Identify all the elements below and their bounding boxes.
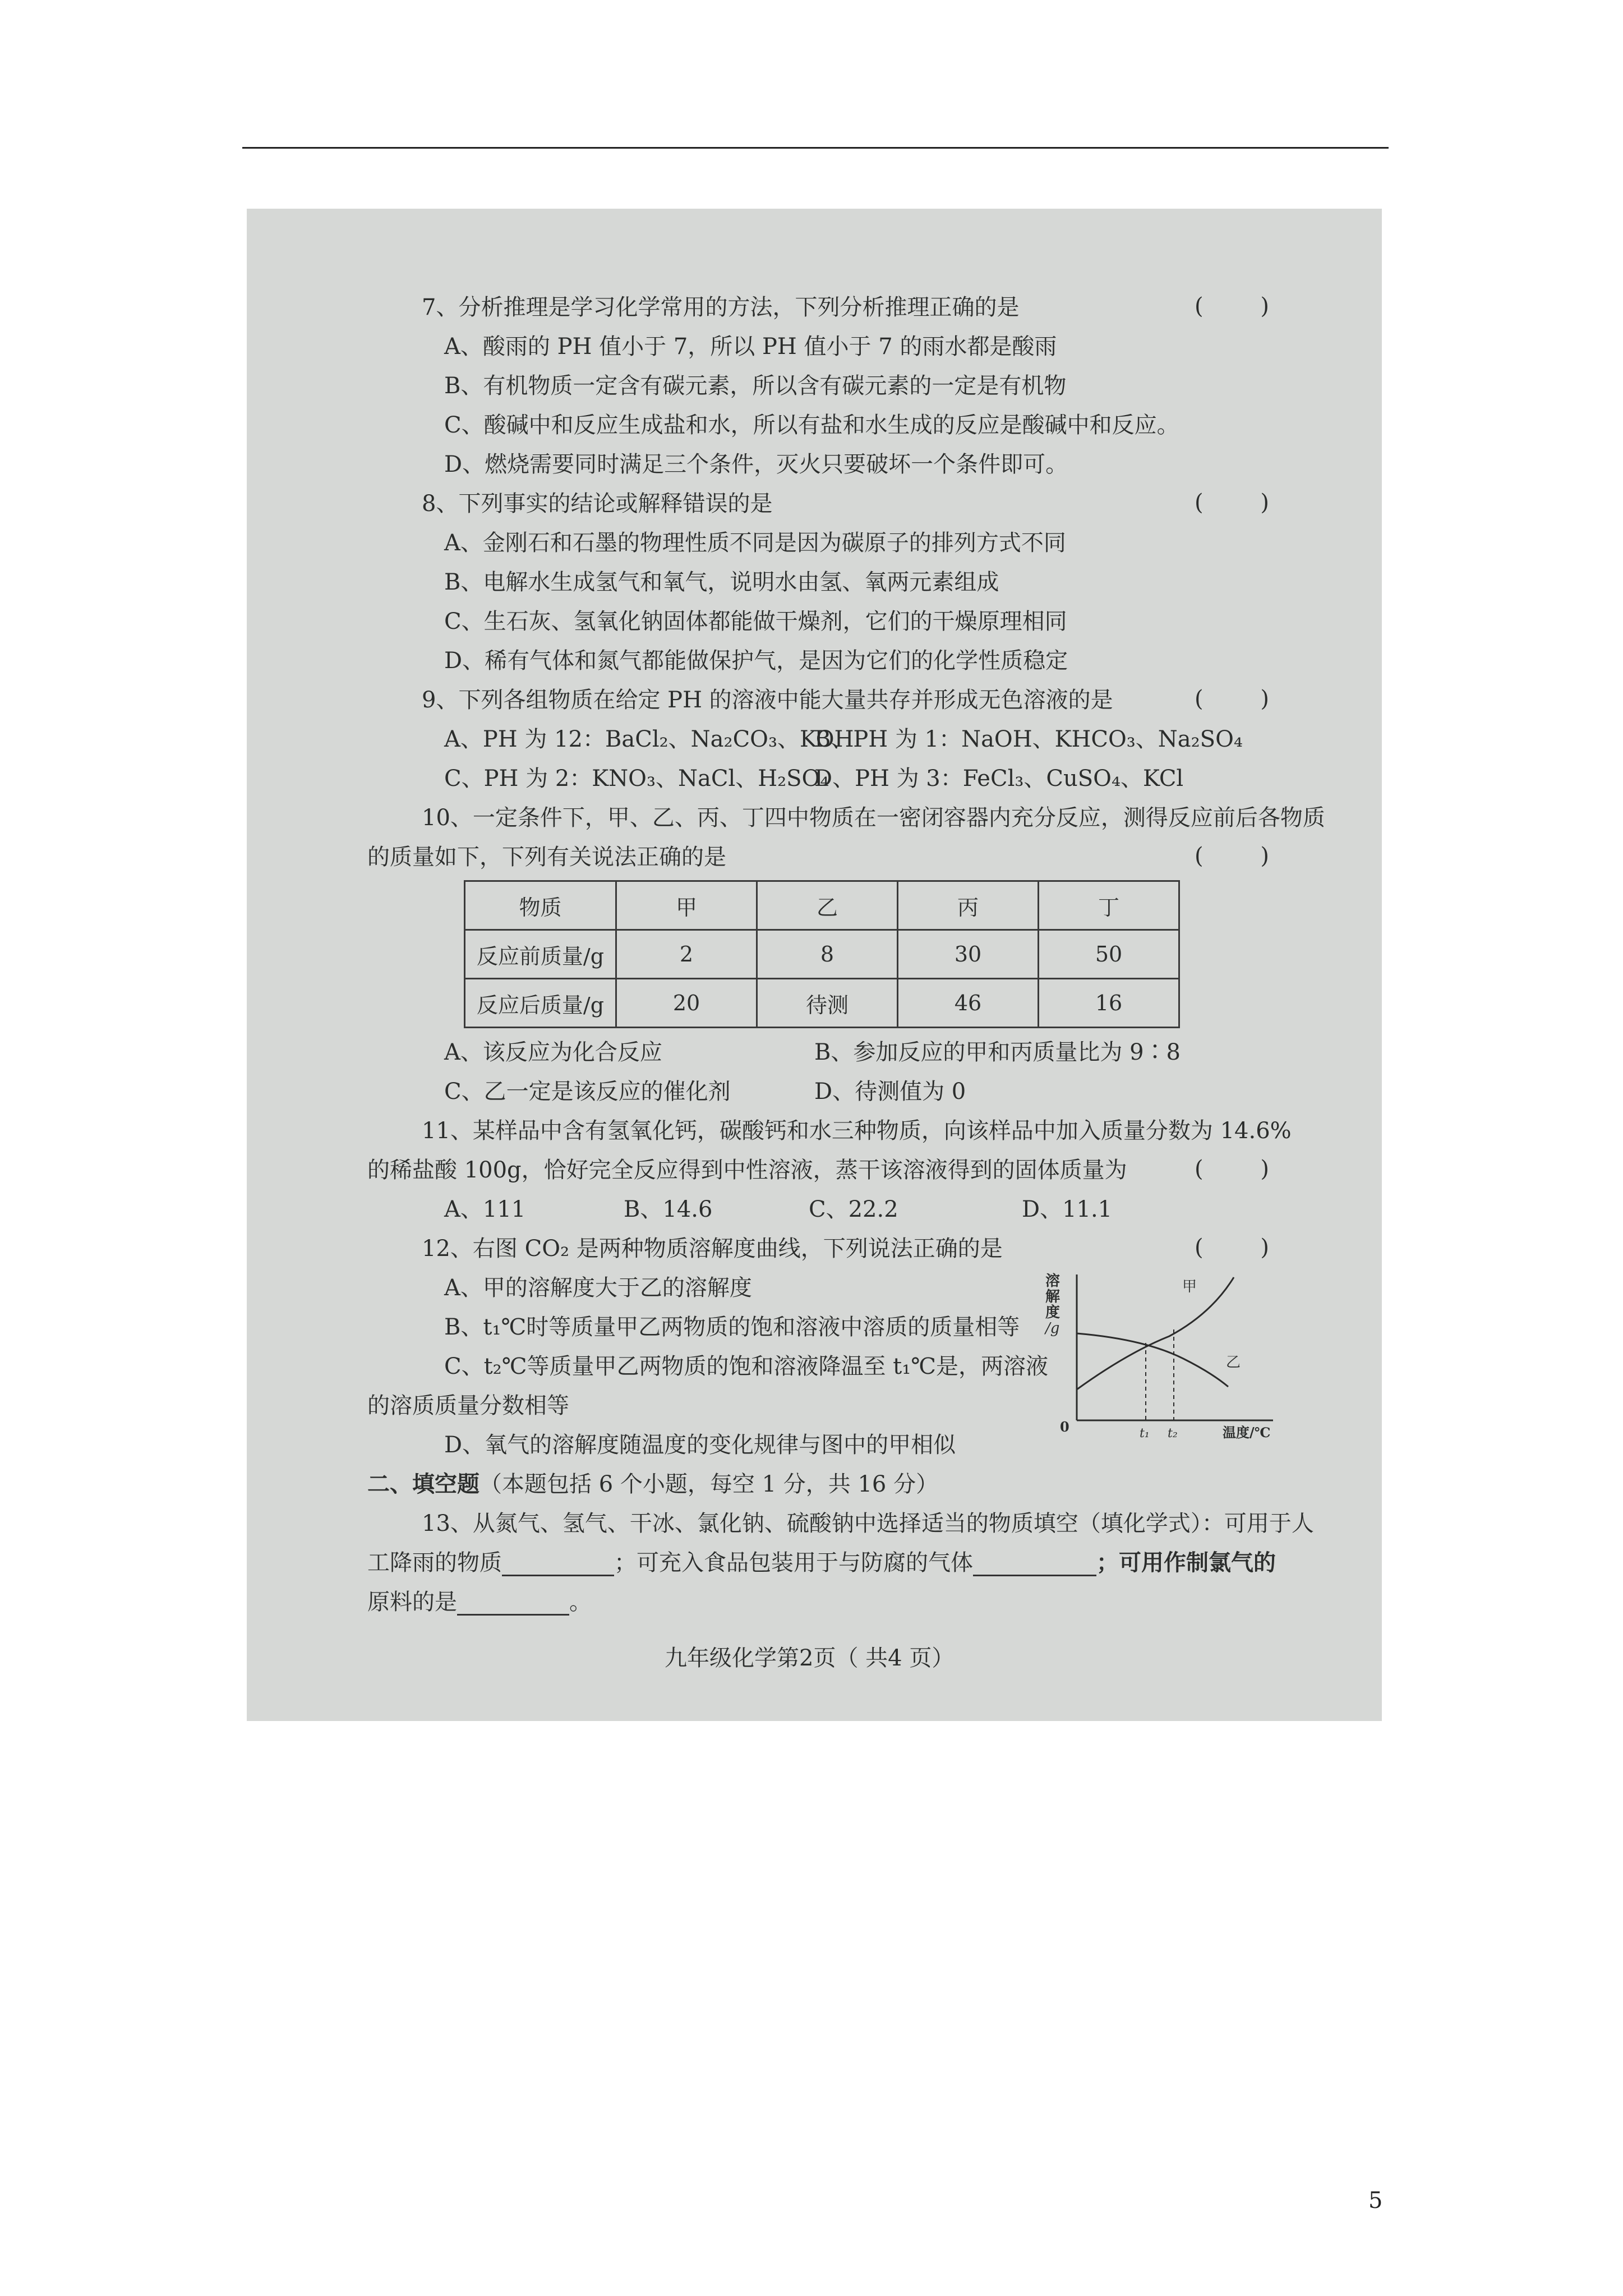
table-cell: 待测 [757,979,898,1028]
table-cell: 物质 [465,881,616,930]
q7-option-d: D、燃烧需要同时满足三个条件，灭火只要破坏一个条件即可。 [444,452,1068,477]
q8-stem: 8、下列事实的结论或解释错误的是 [422,491,773,517]
table-cell: 16 [1039,979,1179,1028]
table-cell: 50 [1039,930,1179,979]
scanned-exam-photo [247,209,1382,1721]
y-label-char: 溶 [1045,1273,1061,1290]
q11-answer-bracket: ( ) [1195,1156,1269,1182]
q12-stem: 12、右图 CO₂ 是两种物质溶解度曲线，下列说法正确的是 [422,1236,1003,1262]
y-label-char: 度 [1045,1304,1061,1321]
q10-stem-line1: 10、一定条件下，甲、乙、丙、丁四中物质在一密闭容器内充分反应，测得反应前后各物质 [422,805,1325,831]
q13-text: 。 [569,1589,592,1615]
q10-answer-bracket: ( ) [1195,843,1269,869]
q13-blank-chlorine[interactable] [457,1593,569,1616]
q13-text: ；可充入食品包装用于与防腐的气体 [614,1550,973,1576]
table-cell: 20 [616,979,757,1028]
header-rule [242,147,1389,149]
q10-stem-line2: 的质量如下，下列有关说法正确的是 [367,844,726,870]
q12-option-a: A、甲的溶解度大于乙的溶解度 [444,1275,752,1301]
curve-yi [1077,1333,1228,1387]
q10-option-b: B、参加反应的甲和丙质量比为 9∶8 [814,1039,1181,1065]
table-row [465,930,1179,979]
q13-text: ；可用作制氯气的 [1096,1549,1276,1576]
q12-option-c-line2: 的溶质质量分数相等 [367,1393,569,1419]
q10-option-c: C、乙一定是该反应的催化剂 [444,1079,731,1105]
x-axis-label: 温度/℃ [1223,1424,1271,1441]
series-label-jia: 甲 [1182,1278,1197,1295]
q7-answer-bracket: ( ) [1195,293,1269,319]
table-cell: 8 [757,930,898,979]
series-label-yi: 乙 [1226,1354,1241,1371]
q13-blank-rain[interactable] [502,1553,614,1576]
q9-answer-bracket: ( ) [1195,686,1269,712]
q9-option-a: A、PH 为 12：BaCl₂、Na₂CO₃、KOH [444,726,854,752]
q13-text: 原料的是 [367,1589,457,1615]
q13-line2 [367,1549,1276,1576]
table-header-row [465,881,1179,930]
section2-title: 二、填空题 [367,1471,479,1497]
mass-table [464,880,1180,1028]
q11-stem-line1: 11、某样品中含有氢氧化钙，碳酸钙和水三种物质，向该样品中加入质量分数为 14.6% [422,1118,1292,1144]
q7-stem: 7、分析推理是学习化学常用的方法，下列分析推理正确的是 [422,295,1020,320]
q9-option-c: C、PH 为 2：KNO₃、NaCl、H₂SO₄ [444,766,829,792]
y-label-char: /g [1045,1320,1060,1337]
q9-option-b: B、PH 为 1：NaOH、KHCO₃、Na₂SO₄ [814,726,1243,752]
q7-option-a: A、酸雨的 PH 值小于 7，所以 PH 值小于 7 的雨水都是酸雨 [444,334,1057,360]
q10-option-a: A、该反应为化合反应 [444,1039,662,1065]
q11-option-a: A、111 [444,1197,526,1222]
q11-option-c: C、22.2 [809,1197,898,1222]
q13-text: 工降雨的物质 [367,1550,502,1576]
table-cell: 丙 [898,881,1039,930]
q8-answer-bracket: ( ) [1195,490,1269,516]
page-footer: 九年级化学第2页（ 共4 页） [665,1645,955,1671]
q9-stem: 9、下列各组物质在给定 PH 的溶液中能大量共存并形成无色溶液的是 [422,687,1113,713]
table-row [465,979,1179,1028]
q12-option-c-line1: C、t₂℃等质量甲乙两物质的饱和溶液降温至 t₁℃是，两溶液 [444,1354,1049,1379]
q7-option-c: C、酸碱中和反应生成盐和水，所以有盐和水生成的反应是酸碱中和反应。 [444,412,1179,438]
section2-note: （本题包括 6 个小题，每空 1 分，共 16 分） [479,1471,939,1497]
q12-option-b: B、t₁℃时等质量甲乙两物质的饱和溶液中溶质的质量相等 [444,1314,1020,1340]
q8-option-a: A、金刚石和石墨的物理性质不同是因为碳原子的排列方式不同 [444,530,1066,556]
q10-option-d: D、待测值为 0 [814,1079,966,1105]
q13-line3 [367,1589,592,1616]
table-cell: 甲 [616,881,757,930]
page-number: 5 [1368,2188,1383,2214]
q11-option-d: D、11.1 [1022,1197,1113,1222]
y-label-char: 解 [1045,1289,1061,1305]
table-cell: 46 [898,979,1039,1028]
section2-heading [367,1471,938,1498]
q8-option-d: D、稀有气体和氮气都能做保护气，是因为它们的化学性质稳定 [444,648,1068,674]
q12-answer-bracket: ( ) [1195,1235,1269,1260]
q8-option-b: B、电解水生成氢气和氧气，说明水由氢、氧两元素组成 [444,569,999,595]
table-cell: 丁 [1039,881,1179,930]
y-axis-label [1044,1272,1060,1337]
q11-stem-line2: 的稀盐酸 100g，恰好完全反应得到中性溶液，蒸干该溶液得到的固体质量为 [367,1157,1127,1183]
q13-blank-food[interactable] [973,1553,1096,1576]
table-cell: 反应前质量/g [465,930,616,979]
table-cell: 乙 [757,881,898,930]
q11-option-b: B、14.6 [624,1197,713,1222]
table-cell: 30 [898,930,1039,979]
t2-tick-label: t₂ [1168,1427,1178,1441]
t1-tick-label: t₁ [1140,1427,1150,1441]
table-cell: 反应后质量/g [465,979,616,1028]
q9-option-d: D、PH 为 3：FeCl₃、CuSO₄、KCl [814,766,1184,792]
q13-line1: 13、从氮气、氢气、干冰、氯化钠、硫酸钠中选择适当的物质填空（填化学式）：可用于人 [422,1511,1314,1536]
q7-option-b: B、有机物质一定含有碳元素，所以含有碳元素的一定是有机物 [444,373,1067,399]
origin-label: 0 [1060,1419,1069,1435]
q12-option-d: D、氧气的溶解度随温度的变化规律与图中的甲相似 [444,1432,956,1458]
table-cell: 2 [616,930,757,979]
solubility-curve-graph [1043,1269,1279,1443]
curve-jia [1077,1277,1234,1389]
q8-option-c: C、生石灰、氢氧化钠固体都能做干燥剂，它们的干燥原理相同 [444,609,1067,634]
